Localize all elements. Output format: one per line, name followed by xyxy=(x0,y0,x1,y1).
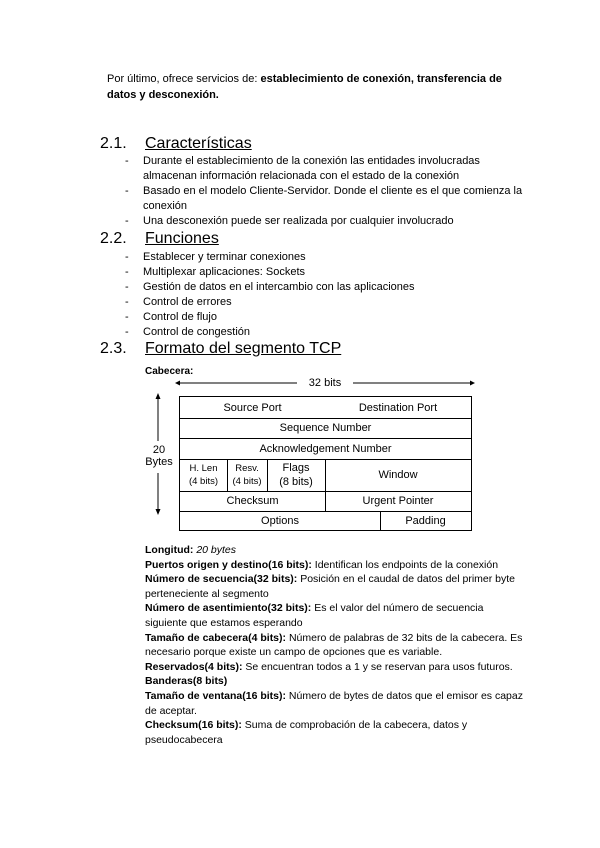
field-sequence-number: Sequence Number xyxy=(279,422,372,434)
field-checksum: Checksum xyxy=(226,495,279,507)
list-item: - Control de errores xyxy=(125,296,232,308)
list-item: - Basado en el modelo Cliente-Servidor. Donde el cliente es el que comienza la conexión xyxy=(125,185,523,212)
description-item: Checksum(16 bits): Suma de comprobación de la cabecera, datos y pseudocabecera xyxy=(145,719,468,746)
height-label: 20 Bytes xyxy=(145,444,173,468)
section-number: 2.1. xyxy=(100,135,127,152)
width-label: 32 bits xyxy=(308,377,342,389)
field-source-port: Source Port xyxy=(223,401,282,414)
list-item: - Control de congestión xyxy=(125,326,251,338)
field-reserved: Resv. (4 bits) xyxy=(232,463,262,487)
header-label: Cabecera: xyxy=(145,366,194,377)
section-title: Características xyxy=(145,135,252,152)
list-item: - Durante el establecimiento de la conexión las entidades involucradas almacenan información relacionada con el estado de la conexión xyxy=(125,155,480,182)
section-title: Funciones xyxy=(145,230,219,247)
description-item: Banderas(8 bits) xyxy=(145,675,228,688)
description-item: Número de secuencia(32 bits): Posición en el caudal de datos del primer byte perteneciente al segmento xyxy=(145,573,516,600)
field-window: Window xyxy=(378,469,418,481)
list-item: - Control de flujo xyxy=(125,311,217,323)
field-destination-port: Destination Port xyxy=(358,401,438,414)
description-item: Reservados(4 bits): Se encuentran todos a 1 y se reservan para usos futuros. xyxy=(145,660,513,673)
field-options: Options xyxy=(261,514,299,527)
field-flags: Flags (8 bits) xyxy=(279,462,313,488)
list-item: - Establecer y terminar conexiones xyxy=(125,251,306,263)
section-number: 2.3. xyxy=(100,340,127,357)
description-item: Tamaño de ventana(16 bits): Número de bytes de datos que el emisor es capaz de aceptar. xyxy=(145,689,523,717)
section-list xyxy=(125,250,535,340)
description-item: Puertos origen y destino(16 bits): Identifican los endpoints de la conexión xyxy=(145,558,499,571)
list-item: - Una desconexión puede ser realizada por cualquier involucrado xyxy=(125,215,454,227)
description-item: Tamaño de cabecera(4 bits): Número de palabras de 32 bits de la cabecera. Es necesario porque existe un campo de opciones que es variable. xyxy=(145,631,523,659)
list-item: - Multiplexar aplicaciones: Sockets xyxy=(125,266,306,278)
section-list xyxy=(125,154,535,229)
intro-prefix: Por último, ofrece servicios de: xyxy=(107,73,261,85)
tcp-header-diagram xyxy=(179,396,472,531)
field-hlen: H. Len (4 bits) xyxy=(188,463,219,487)
intro-paragraph xyxy=(107,71,527,103)
field-ack-number: Acknowledgement Number xyxy=(259,442,392,455)
intro-bold: establecimiento de conexión, transferencia de datos y desconexión. xyxy=(107,73,502,101)
field-padding: Padding xyxy=(405,514,446,527)
description-item: Número de asentimiento(32 bits): Es el valor del número de secuencia siguiente que estamos esperando xyxy=(145,602,484,629)
section-title: Formato del segmento TCP xyxy=(145,340,342,357)
list-item: - Gestión de datos en el intercambio con las aplicaciones xyxy=(125,281,415,293)
field-descriptions xyxy=(145,543,525,747)
description-item: Longitud: 20 bytes xyxy=(145,544,237,556)
field-urgent-pointer: Urgent Pointer xyxy=(362,495,434,507)
section-number: 2.2. xyxy=(100,230,127,247)
